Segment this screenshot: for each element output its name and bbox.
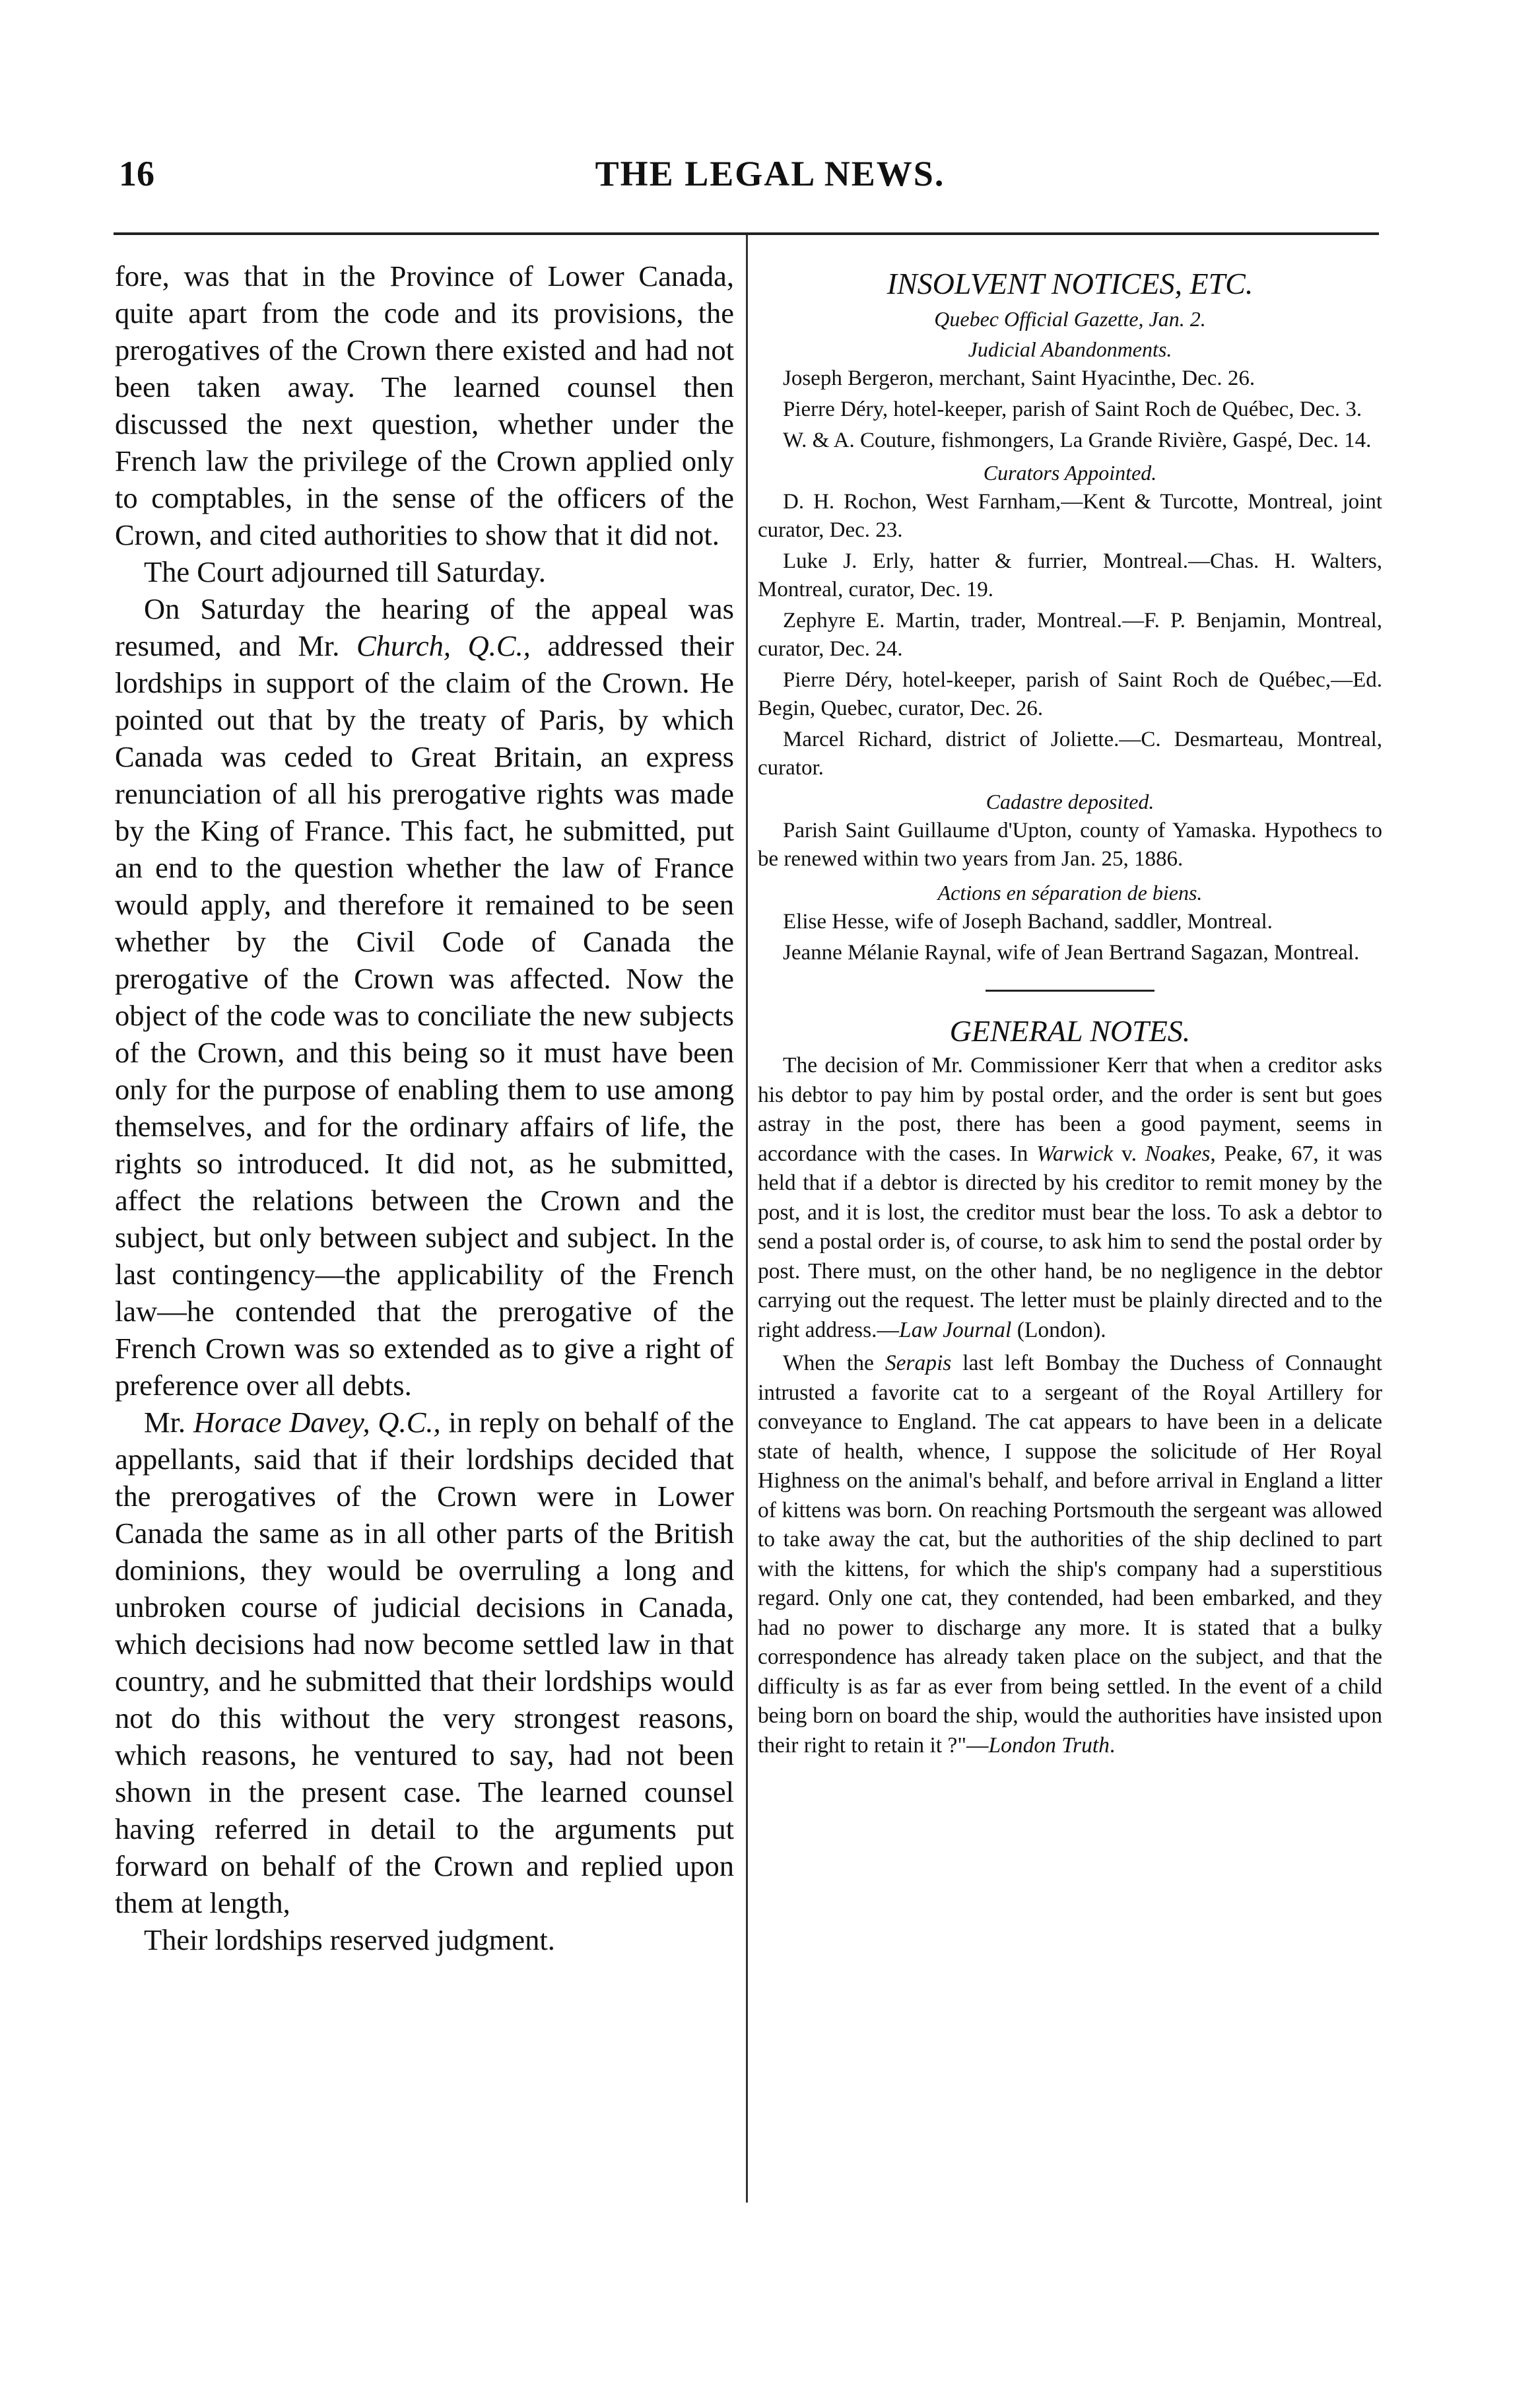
text-run: (London). bbox=[1011, 1317, 1106, 1342]
subheading-actions-separation: Actions en séparation de biens. bbox=[937, 881, 1203, 905]
page-number: 16 bbox=[119, 154, 154, 193]
section-title-insolvent: INSOLVENT NOTICES, ETC. bbox=[887, 267, 1254, 300]
subheading-judicial-abandonments: Judicial Abandonments. bbox=[968, 337, 1172, 361]
running-title: THE LEGAL NEWS. bbox=[595, 154, 945, 193]
text-run: v. bbox=[1113, 1141, 1145, 1166]
notice-item: Parish Saint Guillaume d'Upton, county of Yamaska. Hypothecs to be renewed within two years from Jan. 25, 1886. bbox=[758, 819, 1382, 871]
case-name: Warwick bbox=[1036, 1141, 1114, 1166]
notice-item: W. & A. Couture, fishmongers, La Grande Rivière, Gaspé, Dec. 14. bbox=[783, 428, 1372, 452]
left-column bbox=[115, 257, 734, 1958]
left-paragraph: fore, was that in the Province of Lower Canada, quite apart from the code and its provisions, the prerogatives of the Crown there existed and had not been taken away. The learned counsel then discussed the next question, whether under the French law the privilege of the Crown applied only to comptables, in the sense of the officers of the Crown, and cited authorities to show that it did not. bbox=[115, 259, 734, 551]
section-separator-rule bbox=[986, 990, 1155, 992]
notice-item: Elise Hesse, wife of Joseph Bachand, saddler, Montreal. bbox=[783, 910, 1273, 934]
note-paragraph bbox=[758, 1349, 1382, 1760]
text-run: in reply on behalf of the appellants, said that if their lordships decided that the prerogatives of the Crown were in Lower Canada the same as in all other parts of the British dominions, they would be overruling a long and unbroken course of judicial decisions in Canada, which decisions had now become settled law in that country, and he submitted that their lordships would not do this without the very strongest reasons, which reasons, he ventured to say, had not been shown in the present case. The learned counsel having referred in detail to the arguments put forward on behalf of the Crown and replied upon them at length, bbox=[115, 1406, 735, 1919]
counsel-name: Church, Q.C., bbox=[356, 629, 531, 662]
note-paragraph bbox=[758, 1051, 1382, 1345]
notice-item: Pierre Déry, hotel-keeper, parish of Saint Roch de Québec,—Ed. Begin, Quebec, curator, Dec. 26. bbox=[758, 668, 1382, 720]
notice-item: Jeanne Mélanie Raynal, wife of Jean Bertrand Sagazan, Montreal. bbox=[783, 941, 1360, 965]
text-run: . bbox=[1109, 1732, 1116, 1758]
notice-item: Zephyre E. Martin, trader, Montreal.—F. P. Benjamin, Montreal, curator, Dec. 24. bbox=[758, 609, 1382, 661]
source-name: Law Journal bbox=[899, 1317, 1012, 1342]
notice-item: Joseph Bergeron, merchant, Saint Hyacinthe, Dec. 26. bbox=[783, 366, 1255, 390]
subheading-cadastre-deposited: Cadastre deposited. bbox=[986, 790, 1155, 813]
left-paragraph bbox=[115, 1404, 734, 1921]
left-paragraph bbox=[115, 590, 734, 1404]
text-run: On Saturday the hearing of the appeal was resumed, and Mr. bbox=[115, 592, 734, 662]
text-run: , Peake, 67, it was held that if a debtor is directed by his creditor to remit money by the post, and it is lost, the creditor must bear the loss. To ask a debtor to send a postal order is, of course, to ask him to send the postal order by post. There must, on the other hand, be no negligence in the debtor carrying out the request. The letter must be plainly directed and to the right address.— bbox=[758, 1141, 1382, 1342]
subheading-curators-appointed: Curators Appointed. bbox=[983, 461, 1157, 485]
text-run: last left Bombay the Duchess of Connaught intrusted a favorite cat to a sergeant of the Royal Artillery for conveyance to England. The cat appears to have been in a delicate state of health, whence, I suppose the solicitude of Her Royal Highness on the animal's behalf, and before arrival in England a litter of kittens was born. On reaching Portsmouth the sergeant was allowed to take away the cat, but the authorities of the ship declined to part with the kittens, for which the ship's company had a superstitious regard. Only one cat, they contended, had been embarked, and they had no power to discharge any more. It is stated that a bulky correspondence has already taken place on the subject, and that the difficulty is as far as ever from being settled. In the event of a child being born on board the ship, would the authorities have insisted upon their right to retain it ?"— bbox=[758, 1351, 1382, 1758]
notice-item: Pierre Déry, hotel-keeper, parish of Saint Roch de Québec, Dec. 3. bbox=[783, 397, 1362, 421]
left-paragraph: Their lordships reserved judgment. bbox=[144, 1923, 555, 1956]
notice-item: Marcel Richard, district of Joliette.—C. Desmarteau, Montreal, curator. bbox=[758, 728, 1382, 780]
source-name: London Truth bbox=[988, 1732, 1110, 1758]
gazette-source: Quebec Official Gazette, Jan. 2. bbox=[934, 307, 1206, 331]
notice-item: D. H. Rochon, West Farnham,—Kent & Turcotte, Montreal, joint curator, Dec. 23. bbox=[758, 490, 1382, 542]
left-paragraph: The Court adjourned till Saturday. bbox=[144, 555, 546, 588]
text-run: Mr. bbox=[144, 1406, 193, 1439]
text-run: When the bbox=[783, 1351, 885, 1375]
column-divider bbox=[746, 235, 748, 2203]
counsel-name: Horace Davey, Q.C., bbox=[193, 1406, 441, 1439]
right-column bbox=[758, 264, 1382, 1760]
text-run: The decision of Mr. Commissioner Kerr that when a creditor asks his debtor to pay him by postal order, and the order is sent but goes astray in the post, there has been a good payment, seems in accordance with the cases. In bbox=[758, 1053, 1382, 1166]
ship-name: Serapis bbox=[885, 1351, 952, 1375]
text-run: addressed their lordships in support of the claim of the Crown. He pointed out that by the treaty of Paris, by which Canada was ceded to Great Britain, an express renunciation of all his prerogative rights was made by the King of France. This fact, he submitted, put an end to the question whether the law of France would apply, and therefore it remained to be seen whether by the Civil Code of Canada the prerogative of the Crown was affected. Now the object of the code was to conciliate the new subjects of the Crown, and this being so it must have been only for the purpose of enabling them to use among themselves, and for the ordinary affairs of life, the rights so introduced. It did not, as he submitted, affect the relations between the Crown and the subject, but only between subject and subject. In the last contingency—the applicability of the French law—he contended that the prerogative of the French Crown was so extended as to give a right of preference over all debts. bbox=[115, 629, 734, 1402]
section-title-general-notes: GENERAL NOTES. bbox=[949, 1014, 1191, 1048]
notice-item: Luke J. Erly, hatter & furrier, Montreal.—Chas. H. Walters, Montreal, curator, Dec. 19. bbox=[758, 549, 1382, 601]
case-name: Noakes bbox=[1145, 1141, 1211, 1166]
